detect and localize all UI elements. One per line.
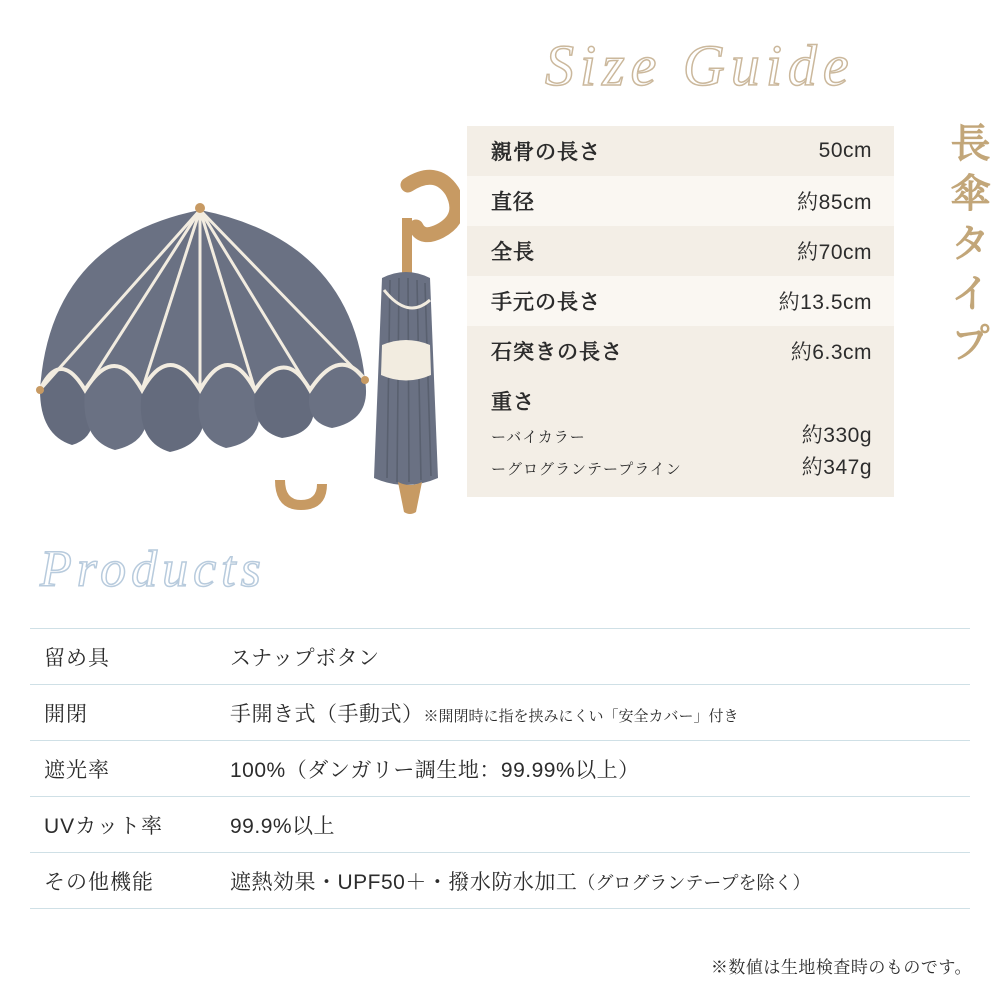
size-guide-heading: Size Guide bbox=[545, 33, 855, 98]
table-row bbox=[467, 226, 894, 276]
product-value-note: （グログランテープを除く） bbox=[577, 872, 811, 893]
umbrella-product-image bbox=[10, 90, 460, 520]
product-value-main: 100%（ダンガリー調生地：99.99%以上） bbox=[230, 758, 640, 782]
product-label: その他機能 bbox=[44, 870, 154, 894]
table-row bbox=[467, 126, 894, 176]
size-spec-table bbox=[467, 126, 894, 497]
weight-variant-value: 約347g bbox=[801, 455, 872, 479]
weight-variant-value: 約330g bbox=[801, 424, 872, 447]
table-row bbox=[467, 176, 894, 226]
product-value bbox=[230, 698, 970, 728]
product-label: UVカット率 bbox=[44, 814, 163, 838]
table-row bbox=[30, 853, 970, 909]
weight-variant-label: ーバイカラー bbox=[491, 429, 586, 446]
product-value-main: 99.9%以上 bbox=[230, 814, 336, 838]
table-row bbox=[30, 741, 970, 797]
product-label: 遮光率 bbox=[44, 758, 110, 782]
product-value bbox=[230, 754, 970, 784]
spec-label: 親骨の長さ bbox=[491, 141, 601, 164]
weight-line bbox=[491, 420, 872, 452]
table-row-weight bbox=[467, 376, 894, 497]
table-row bbox=[30, 629, 970, 685]
spec-value: 約13.5cm bbox=[778, 291, 872, 314]
footnote: ※数値は生地検査時のものです。 bbox=[710, 958, 972, 977]
product-value-note: ※開閉時に指を挟みにくい「安全カバー」付き bbox=[423, 707, 739, 725]
umbrella-type-vertical-label: 長傘タイプ bbox=[945, 122, 989, 372]
products-heading: Products bbox=[40, 541, 266, 598]
spec-value: 約6.3cm bbox=[790, 341, 872, 364]
table-row bbox=[467, 276, 894, 326]
product-value bbox=[230, 810, 970, 840]
spec-value: 約70cm bbox=[797, 241, 872, 264]
weight-line bbox=[491, 452, 872, 484]
table-row bbox=[467, 326, 894, 376]
products-spec-table bbox=[30, 628, 970, 909]
table-row bbox=[30, 797, 970, 853]
spec-value: 50cm bbox=[818, 139, 872, 162]
product-value-main: 遮熱効果・UPF50＋・撥水防水加工 bbox=[230, 870, 578, 894]
weight-label: 重さ bbox=[491, 391, 535, 414]
spec-label: 手元の長さ bbox=[491, 291, 601, 314]
spec-label: 直径 bbox=[491, 191, 535, 214]
spec-label: 石突きの長さ bbox=[491, 341, 623, 364]
closed-umbrella bbox=[374, 177, 457, 514]
product-value-main: スナップボタン bbox=[230, 646, 380, 670]
spec-label: 全長 bbox=[491, 241, 535, 264]
open-umbrella bbox=[36, 203, 369, 510]
table-row bbox=[30, 685, 970, 741]
spec-value: 約85cm bbox=[797, 191, 872, 214]
product-label: 開閉 bbox=[44, 702, 88, 726]
product-value bbox=[230, 642, 970, 672]
product-label: 留め具 bbox=[44, 646, 110, 670]
product-value-main: 手開き式（手動式） bbox=[230, 702, 424, 726]
weight-variant-label: ーグログランテープライン bbox=[491, 460, 682, 478]
product-value bbox=[230, 866, 970, 896]
